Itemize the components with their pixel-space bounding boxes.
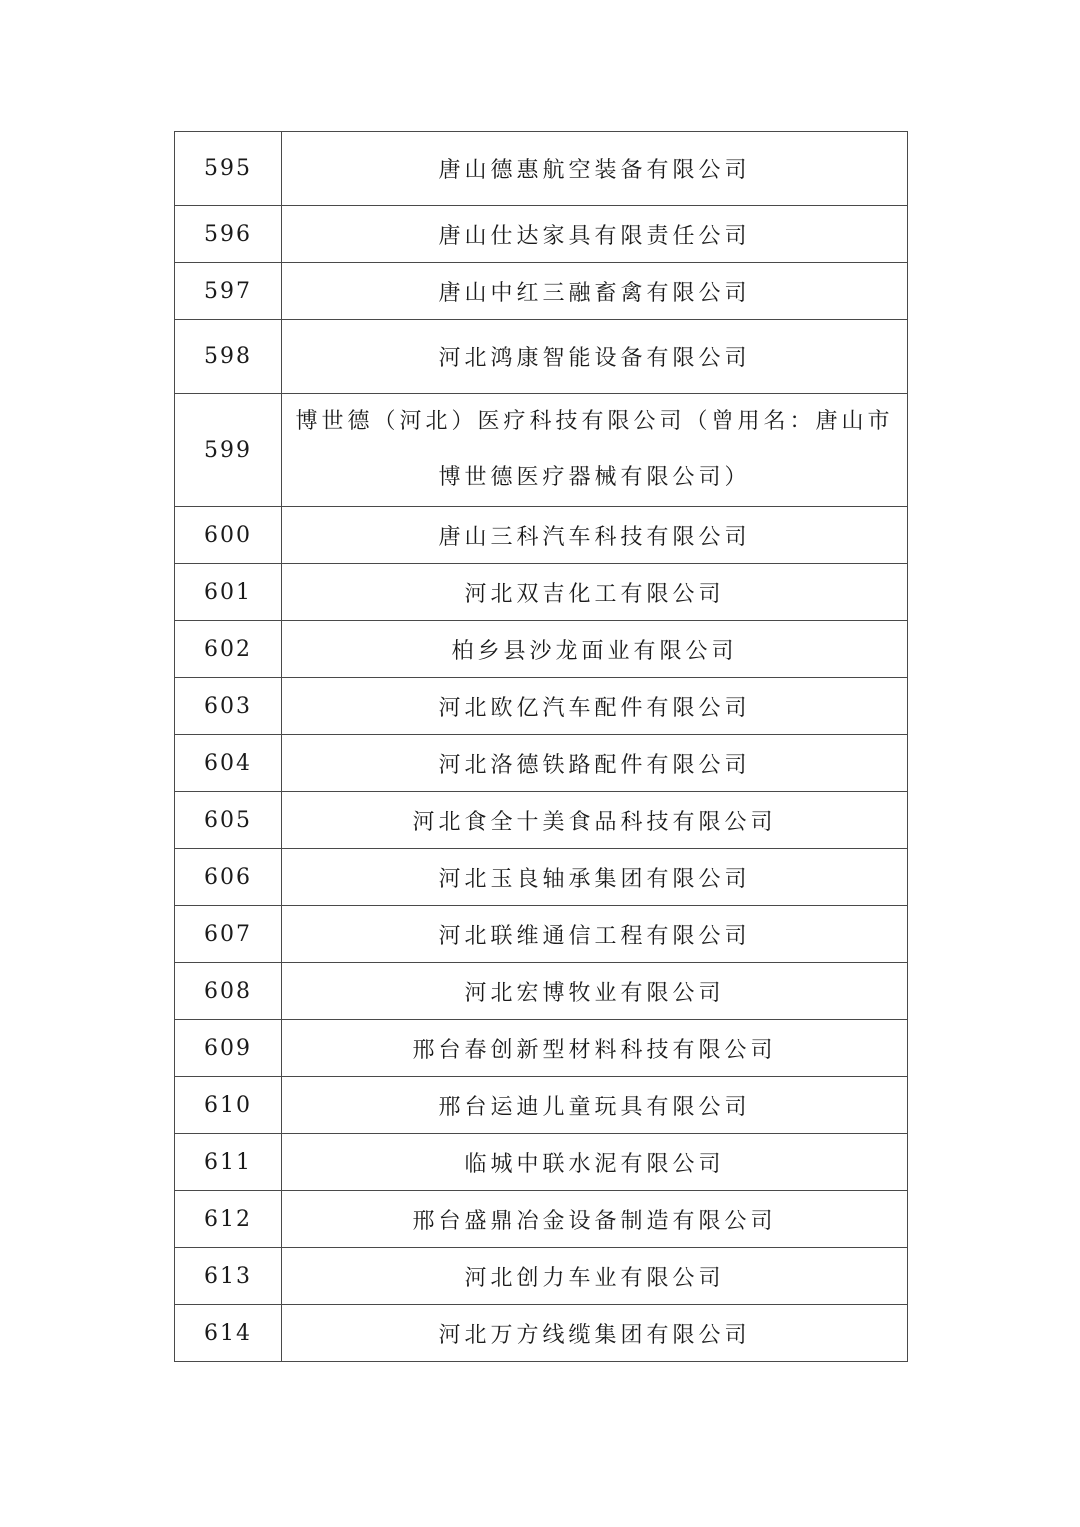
company-name: 唐山中红三融畜禽有限公司 [282, 263, 908, 320]
table-row [175, 320, 908, 394]
company-table [174, 131, 908, 1362]
row-number: 611 [175, 1134, 282, 1191]
company-name: 河北创力车业有限公司 [282, 1248, 908, 1305]
row-number: 613 [175, 1248, 282, 1305]
row-number: 605 [175, 792, 282, 849]
company-name: 邢台春创新型材料科技有限公司 [282, 1020, 908, 1077]
row-number: 600 [175, 507, 282, 564]
row-number: 602 [175, 621, 282, 678]
table-row [175, 621, 908, 678]
company-name: 唐山仕达家具有限责任公司 [282, 206, 908, 263]
table-row [175, 735, 908, 792]
row-number: 596 [175, 206, 282, 263]
company-name: 河北食全十美食品科技有限公司 [282, 792, 908, 849]
row-number: 597 [175, 263, 282, 320]
company-name: 唐山德惠航空装备有限公司 [282, 132, 908, 206]
row-number: 609 [175, 1020, 282, 1077]
row-number: 606 [175, 849, 282, 906]
table-row [175, 1134, 908, 1191]
row-number: 607 [175, 906, 282, 963]
row-number: 603 [175, 678, 282, 735]
row-number: 612 [175, 1191, 282, 1248]
row-number: 604 [175, 735, 282, 792]
company-name: 河北玉良轴承集团有限公司 [282, 849, 908, 906]
table-row [175, 906, 908, 963]
table-row [175, 1191, 908, 1248]
row-number: 599 [175, 394, 282, 507]
table-row [175, 394, 908, 507]
row-number: 595 [175, 132, 282, 206]
company-name: 河北宏博牧业有限公司 [282, 963, 908, 1020]
table-row [175, 792, 908, 849]
table-row [175, 678, 908, 735]
company-name: 河北欧亿汽车配件有限公司 [282, 678, 908, 735]
table-row [175, 849, 908, 906]
table-row [175, 206, 908, 263]
company-name: 河北双吉化工有限公司 [282, 564, 908, 621]
table-row [175, 1077, 908, 1134]
company-name: 唐山三科汽车科技有限公司 [282, 507, 908, 564]
company-name: 河北鸿康智能设备有限公司 [282, 320, 908, 394]
table-row [175, 1248, 908, 1305]
table-row [175, 507, 908, 564]
company-name: 河北联维通信工程有限公司 [282, 906, 908, 963]
row-number: 598 [175, 320, 282, 394]
row-number: 614 [175, 1305, 282, 1362]
table-row [175, 263, 908, 320]
row-number: 610 [175, 1077, 282, 1134]
company-name: 博世德（河北）医疗科技有限公司（曾用名：唐山市博世德医疗器械有限公司） [282, 394, 908, 507]
company-name: 邢台运迪儿童玩具有限公司 [282, 1077, 908, 1134]
table-row [175, 1305, 908, 1362]
company-name: 河北万方线缆集团有限公司 [282, 1305, 908, 1362]
company-name: 临城中联水泥有限公司 [282, 1134, 908, 1191]
row-number: 608 [175, 963, 282, 1020]
row-number: 601 [175, 564, 282, 621]
company-name: 河北洛德铁路配件有限公司 [282, 735, 908, 792]
company-name: 柏乡县沙龙面业有限公司 [282, 621, 908, 678]
table-row [175, 132, 908, 206]
table-row [175, 564, 908, 621]
company-name: 邢台盛鼎冶金设备制造有限公司 [282, 1191, 908, 1248]
table-row [175, 1020, 908, 1077]
table-row [175, 963, 908, 1020]
